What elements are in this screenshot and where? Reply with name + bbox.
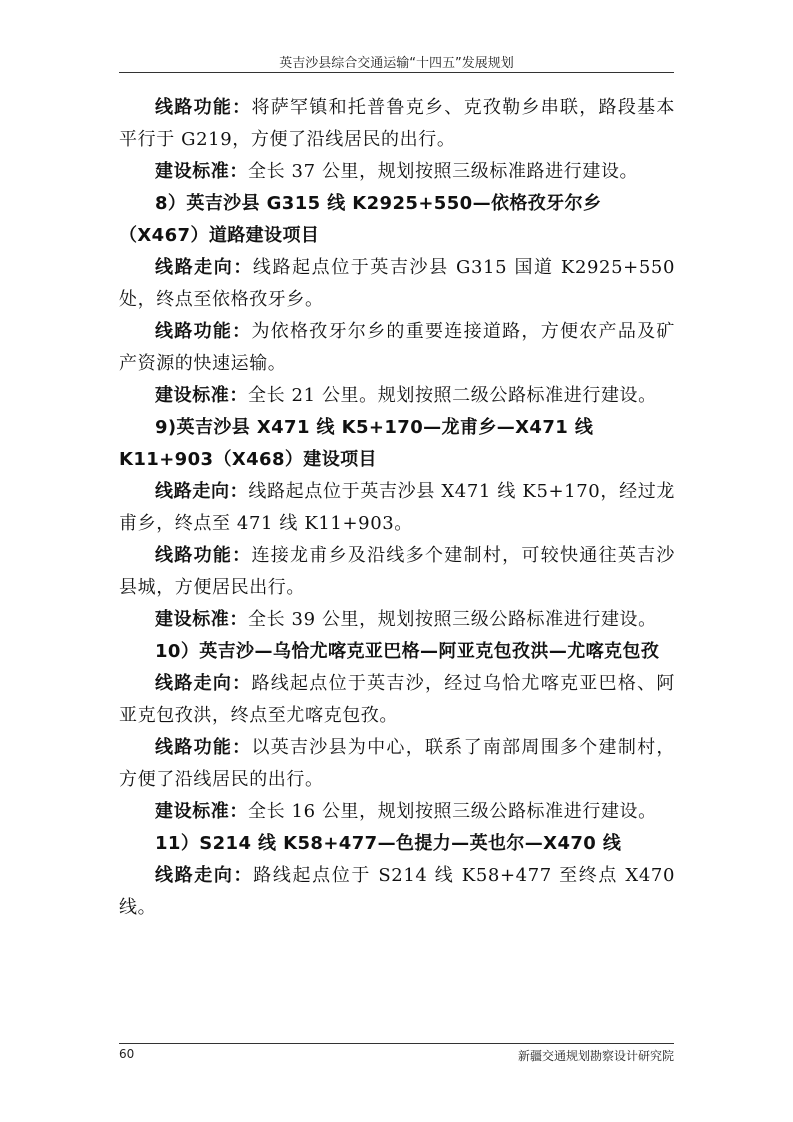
page-number: 60 bbox=[119, 1047, 135, 1061]
paragraph-text: 全长 39 公里，规划按照三级公路标准进行建设。 bbox=[248, 609, 657, 630]
paragraph-label: 线路走向： bbox=[155, 673, 252, 694]
paragraph-label: 线路功能： bbox=[155, 737, 252, 758]
paragraph-label: 建设标准： bbox=[155, 609, 248, 630]
paragraph-text: 路线起点位于 S214 线 K58+477 至终点 X470 线。 bbox=[119, 865, 675, 918]
section-heading-11: 11）S214 线 K58+477—色提力—英也尔—X470 线 bbox=[155, 833, 622, 854]
paragraph-function-7 bbox=[119, 92, 675, 156]
paragraph-label: 线路走向： bbox=[155, 481, 249, 502]
paragraph-text: 线路起点位于英吉沙县 X471 线 K5+170，经过龙甫乡，终点至 471 线 K11+903。 bbox=[119, 481, 676, 534]
paragraph-function-9 bbox=[119, 540, 675, 604]
paragraph-standard-10 bbox=[119, 796, 675, 828]
footer-organization: 新疆交通规划勘察设计研究院 bbox=[517, 1049, 674, 1063]
paragraph-function-8 bbox=[119, 316, 675, 380]
paragraph-label: 线路功能： bbox=[155, 545, 252, 566]
paragraph-standard-9 bbox=[119, 604, 675, 636]
paragraph-direction-9 bbox=[119, 476, 675, 540]
section-heading-10: 10）英吉沙—乌恰尤喀克亚巴格—阿亚克包孜洪—尤喀克包孜 bbox=[155, 641, 660, 662]
footer-divider bbox=[119, 1043, 674, 1044]
paragraph-text: 全长 21 公里。规划按照二级公路标准进行建设。 bbox=[248, 385, 657, 406]
paragraph-label: 建设标准： bbox=[155, 161, 248, 182]
paragraph-text: 全长 37 公里，规划按照三级标准路进行建设。 bbox=[248, 161, 639, 182]
paragraph-text: 线路起点位于英吉沙县 G315 国道 K2925+550 处，终点至依格孜牙乡。 bbox=[119, 257, 675, 310]
section-heading-9: 9)英吉沙县 X471 线 K5+170—龙甫乡—X471 线 K11+903（X468）建设项目 bbox=[119, 417, 594, 470]
document-body bbox=[119, 92, 675, 924]
section-heading-8: 8）英吉沙县 G315 线 K2925+550—依格孜牙尔乡（X467）道路建设项目 bbox=[119, 193, 602, 246]
paragraph-text: 以英吉沙县为中心，联系了南部周围多个建制村，方便了沿线居民的出行。 bbox=[119, 737, 676, 790]
paragraph-label: 线路走向： bbox=[155, 257, 253, 278]
paragraph-direction-10 bbox=[119, 668, 675, 732]
paragraph-standard-7 bbox=[119, 156, 675, 188]
paragraph-text: 为依格孜牙尔乡的重要连接道路，方便农产品及矿产资源的快速运输。 bbox=[119, 321, 676, 374]
paragraph-direction-11 bbox=[119, 860, 675, 924]
paragraph-function-10 bbox=[119, 732, 675, 796]
page-header-title: 英吉沙县综合交通运输“十四五”发展规划 bbox=[279, 56, 514, 71]
paragraph-label: 线路功能： bbox=[155, 321, 252, 342]
paragraph-text: 将萨罕镇和托普鲁克乡、克孜勒乡串联，路段基本平行于 G219，方便了沿线居民的出行。 bbox=[119, 97, 676, 150]
paragraph-label: 建设标准： bbox=[155, 801, 248, 822]
paragraph-text: 路线起点位于英吉沙，经过乌恰尤喀克亚巴格、阿亚克包孜洪，终点至尤喀克包孜。 bbox=[119, 673, 676, 726]
paragraph-direction-8 bbox=[119, 252, 675, 316]
paragraph-standard-8 bbox=[119, 380, 675, 412]
paragraph-label: 线路走向： bbox=[155, 865, 254, 886]
paragraph-label: 线路功能： bbox=[155, 97, 252, 118]
paragraph-text: 全长 16 公里，规划按照三级公路标准进行建设。 bbox=[248, 801, 657, 822]
header-divider bbox=[119, 72, 674, 73]
paragraph-text: 连接龙甫乡及沿线多个建制村，可较快通往英吉沙县城，方便居民出行。 bbox=[119, 545, 676, 598]
paragraph-label: 建设标准： bbox=[155, 385, 248, 406]
